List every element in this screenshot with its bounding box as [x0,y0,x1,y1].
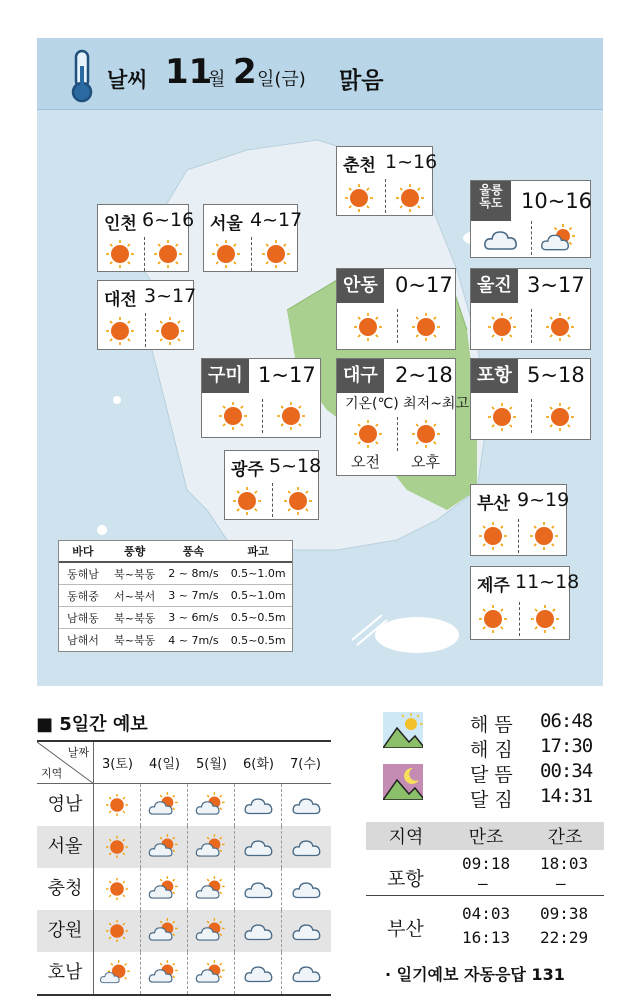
forecast-cell [141,784,188,826]
tide-city-busan: 부산 [387,918,424,940]
day-header: 5(월) [196,757,227,772]
table-row [59,629,292,651]
tide-high: 09:18 [462,854,511,873]
cloud-icon [289,874,323,904]
sun-cloud-icon [539,223,579,255]
sun-icon [274,399,308,433]
tide-low: 09:38 [540,904,589,923]
header-day: 2 [233,52,257,92]
city-temp: 10~16 [521,189,593,213]
forecast-cell [94,784,141,826]
region-name: 호남 [37,952,94,994]
city-name: 대전 [104,290,137,310]
column-header: 간조 [547,827,583,848]
sun-cloud-icon [147,790,181,820]
city-temp: 1~17 [258,363,316,387]
tide-high: 04:03 [462,904,511,923]
divider [531,309,532,343]
forecast-body [37,784,331,994]
city-temp: 11~18 [515,571,580,593]
table-cell: 동해중 [66,589,99,603]
table-cell: 4 ~ 7m/s [168,633,219,647]
city-box-gwangju [224,450,322,520]
city-temp: 9~19 [517,489,570,511]
city-temp: 3~17 [144,285,197,307]
day-header: 7(수) [290,757,321,772]
divider [366,895,604,896]
sun-cloud-icon [147,958,181,988]
city-box-incheon [97,204,195,272]
table-cell: 2 ~ 8m/s [168,567,219,580]
forecast-cell [188,868,235,910]
sea-conditions-table [58,540,293,652]
column-header: 풍속 [182,545,205,558]
sun-cloud-icon [147,916,181,946]
forecast-cell [282,952,329,994]
city-name: 울진 [471,269,518,303]
sun-icon [100,874,134,904]
sun-cloud-icon [147,874,181,904]
city-box-andong [336,268,456,350]
divider [519,602,520,636]
cloud-icon [241,916,275,946]
sun-cloud-icon [194,790,228,820]
city-name: 구미 [202,359,249,393]
divider [272,483,273,517]
city-name: 서울 [210,214,243,234]
region-name: 영남 [37,784,94,826]
forecast-cell [282,784,329,826]
sun-icon [351,310,385,344]
cloud-icon [289,916,323,946]
sunset-label: 해 짐 [470,739,513,761]
sun-cloud-icon [194,832,228,862]
divider [518,519,519,553]
city-name-text: 울릉 독도 [479,183,503,210]
sun-icon [527,519,561,553]
city-name: 춘천 [343,156,376,176]
forecast-cell [235,826,282,868]
table-cell: 3 ~ 6m/s [168,611,219,624]
city-box-busan [470,484,570,556]
sun-icon [476,602,510,636]
sun-icon [209,237,243,271]
header-weather: 맑음 [339,68,384,94]
city-box-chuncheon [336,146,438,216]
divider [397,417,398,451]
cloud-icon [483,225,519,253]
city-box-gumi [201,358,321,438]
city-temp: 1~16 [385,151,438,173]
forecast-cell [188,826,235,868]
moonrise-icon [383,764,423,800]
city-name: 대구 [337,359,384,393]
header-day-unit: 일(금) [257,69,306,90]
header-bar [37,38,603,110]
sun-icon [100,916,134,946]
temperature-note: 기온(℃) 최저~최고 [345,396,469,412]
header-month-unit: 월 [208,69,226,90]
moonset-time: 14:31 [540,785,593,807]
forecast-row [37,952,331,994]
forecast-cell [235,910,282,952]
pm-label: 오후 [411,453,440,471]
forecast-cell [141,868,188,910]
divider [531,221,532,255]
forecast-cell [282,826,329,868]
table-cell: 북~북동 [114,567,156,581]
sun-icon [409,310,443,344]
tide-high: – [478,874,488,893]
forecast-row [37,868,331,910]
tide-low: – [556,874,566,893]
sun-icon [216,399,250,433]
sun-icon [103,237,137,271]
sun-icon [100,832,134,862]
table-row [59,563,292,585]
city-temp: 5~18 [527,363,585,387]
city-temp: 2~18 [395,363,453,387]
moonrise-label: 달 뜸 [470,764,513,786]
table-cell: 북~북동 [114,634,156,647]
day-header: 4(일) [149,757,180,772]
table-cell: 0.5~0.5m [230,633,286,647]
city-name: 안동 [337,269,384,303]
region-name: 서울 [37,826,94,868]
column-header: 파고 [247,545,269,558]
city-name: 인천 [104,214,137,234]
table-cell: 3 ~ 7m/s [168,589,219,602]
city-name: 제주 [477,576,510,596]
sun-icon [230,484,264,518]
cloud-icon [289,832,323,862]
table-corner [37,742,94,784]
forecast-cell [188,910,235,952]
forecast-cell [141,952,188,994]
sun-icon [528,602,562,636]
sunrise-label: 해 뜸 [470,714,513,736]
table-row [59,607,292,629]
header-label: 날씨 [107,68,148,92]
sunset-time: 17:30 [540,735,593,757]
forecast-table [37,740,331,996]
cloud-icon [241,958,275,988]
divider [262,399,263,433]
city-temp: 0~17 [395,273,453,297]
table-cell: 서~북서 [114,589,156,603]
sun-icon [259,237,293,271]
city-box-ulleung [470,180,591,258]
column-header: 지역 [388,827,424,848]
forecast-row [37,910,331,952]
thermometer-icon [65,48,99,104]
moonset-label: 달 짐 [470,789,513,811]
divider [144,237,145,271]
forecast-cell [141,910,188,952]
sun-icon [543,400,577,434]
table-cell: 남해동 [66,611,99,625]
table-cell: 0.5~1.0m [230,589,286,602]
city-name: 포항 [471,359,518,393]
table-cell: 동해남 [66,567,99,581]
city-name [471,181,511,221]
tide-low: 18:03 [540,854,589,873]
city-box-jeju [470,566,580,640]
forecast-cell [94,952,141,994]
sun-cloud-icon [194,958,228,988]
forecast-cell [235,868,282,910]
forecast-row [37,826,331,868]
forecast-cell [94,826,141,868]
moonrise-time: 00:34 [540,760,593,782]
forecast-cell [282,910,329,952]
sun-cloud-icon [194,916,228,946]
sun-icon [409,417,443,451]
sun-icon [342,181,376,215]
tide-city-pohang: 포항 [387,868,424,890]
tide-low: 22:29 [540,928,589,947]
sun-icon [153,314,187,348]
sun-icon [543,310,577,344]
column-header: 바다 [72,545,94,558]
forecast-cell [94,868,141,910]
city-temp: 4~17 [250,209,303,231]
sun-icon [485,310,519,344]
city-temp: 5~18 [269,455,322,477]
forecast-header-row [37,742,331,784]
footer-note: · 일기예보 자동응답 131 [385,965,565,984]
city-box-pohang [470,358,591,440]
table-cell: 0.5~0.5m [230,611,286,624]
forecast-cell [235,784,282,826]
sun-cloud-icon [147,832,181,862]
cloud-sun-icon [100,958,134,988]
tide-header [366,822,604,850]
divider [531,399,532,433]
sun-icon [281,484,315,518]
divider [145,313,146,347]
corner-region-label: 지역 [41,766,63,780]
region-name: 충청 [37,868,94,910]
cloud-icon [289,958,323,988]
forecast-title: ■ 5일간 예보 [36,714,148,735]
forecast-cell [141,826,188,868]
sunrise-icon [383,712,423,748]
table-cell: 0.5~1.0m [230,567,286,580]
forecast-cell [94,910,141,952]
column-header: 만조 [468,827,504,848]
table-header-row [59,541,292,563]
city-box-daegu [336,358,469,476]
column-header: 풍향 [124,545,146,558]
city-box-daejeon [97,280,197,350]
table-row [59,585,292,607]
forecast-cell [235,952,282,994]
divider [397,309,398,343]
sun-icon [476,519,510,553]
table-cell: 남해서 [66,634,99,647]
sun-cloud-icon [194,874,228,904]
region-name: 강원 [37,910,94,952]
forecast-cell [188,784,235,826]
forecast-cell [282,868,329,910]
tide-high: 16:13 [462,928,511,947]
forecast-row [37,784,331,826]
day-header: 6(화) [243,757,274,772]
divider [251,237,252,271]
sun-icon [103,314,137,348]
city-box-uljin [470,268,591,350]
cloud-icon [289,790,323,820]
sun-icon [485,400,519,434]
corner-date-label: 날짜 [67,745,89,759]
divider [385,179,386,213]
cloud-icon [241,790,275,820]
sun-icon [100,790,134,820]
city-name: 광주 [231,460,264,480]
day-header: 3(토) [102,757,133,772]
city-temp: 3~17 [527,273,585,297]
city-box-seoul [203,204,303,272]
cloud-icon [241,832,275,862]
sunrise-time: 06:48 [540,710,593,732]
sun-icon [351,417,385,451]
table-cell: 북~북동 [114,611,156,625]
cloud-icon [241,874,275,904]
header-month: 11 [165,52,213,92]
city-temp: 6~16 [142,209,195,231]
forecast-cell [188,952,235,994]
sun-icon [393,181,427,215]
city-name: 부산 [477,494,510,514]
sun-icon [151,237,185,271]
am-label: 오전 [351,453,380,471]
